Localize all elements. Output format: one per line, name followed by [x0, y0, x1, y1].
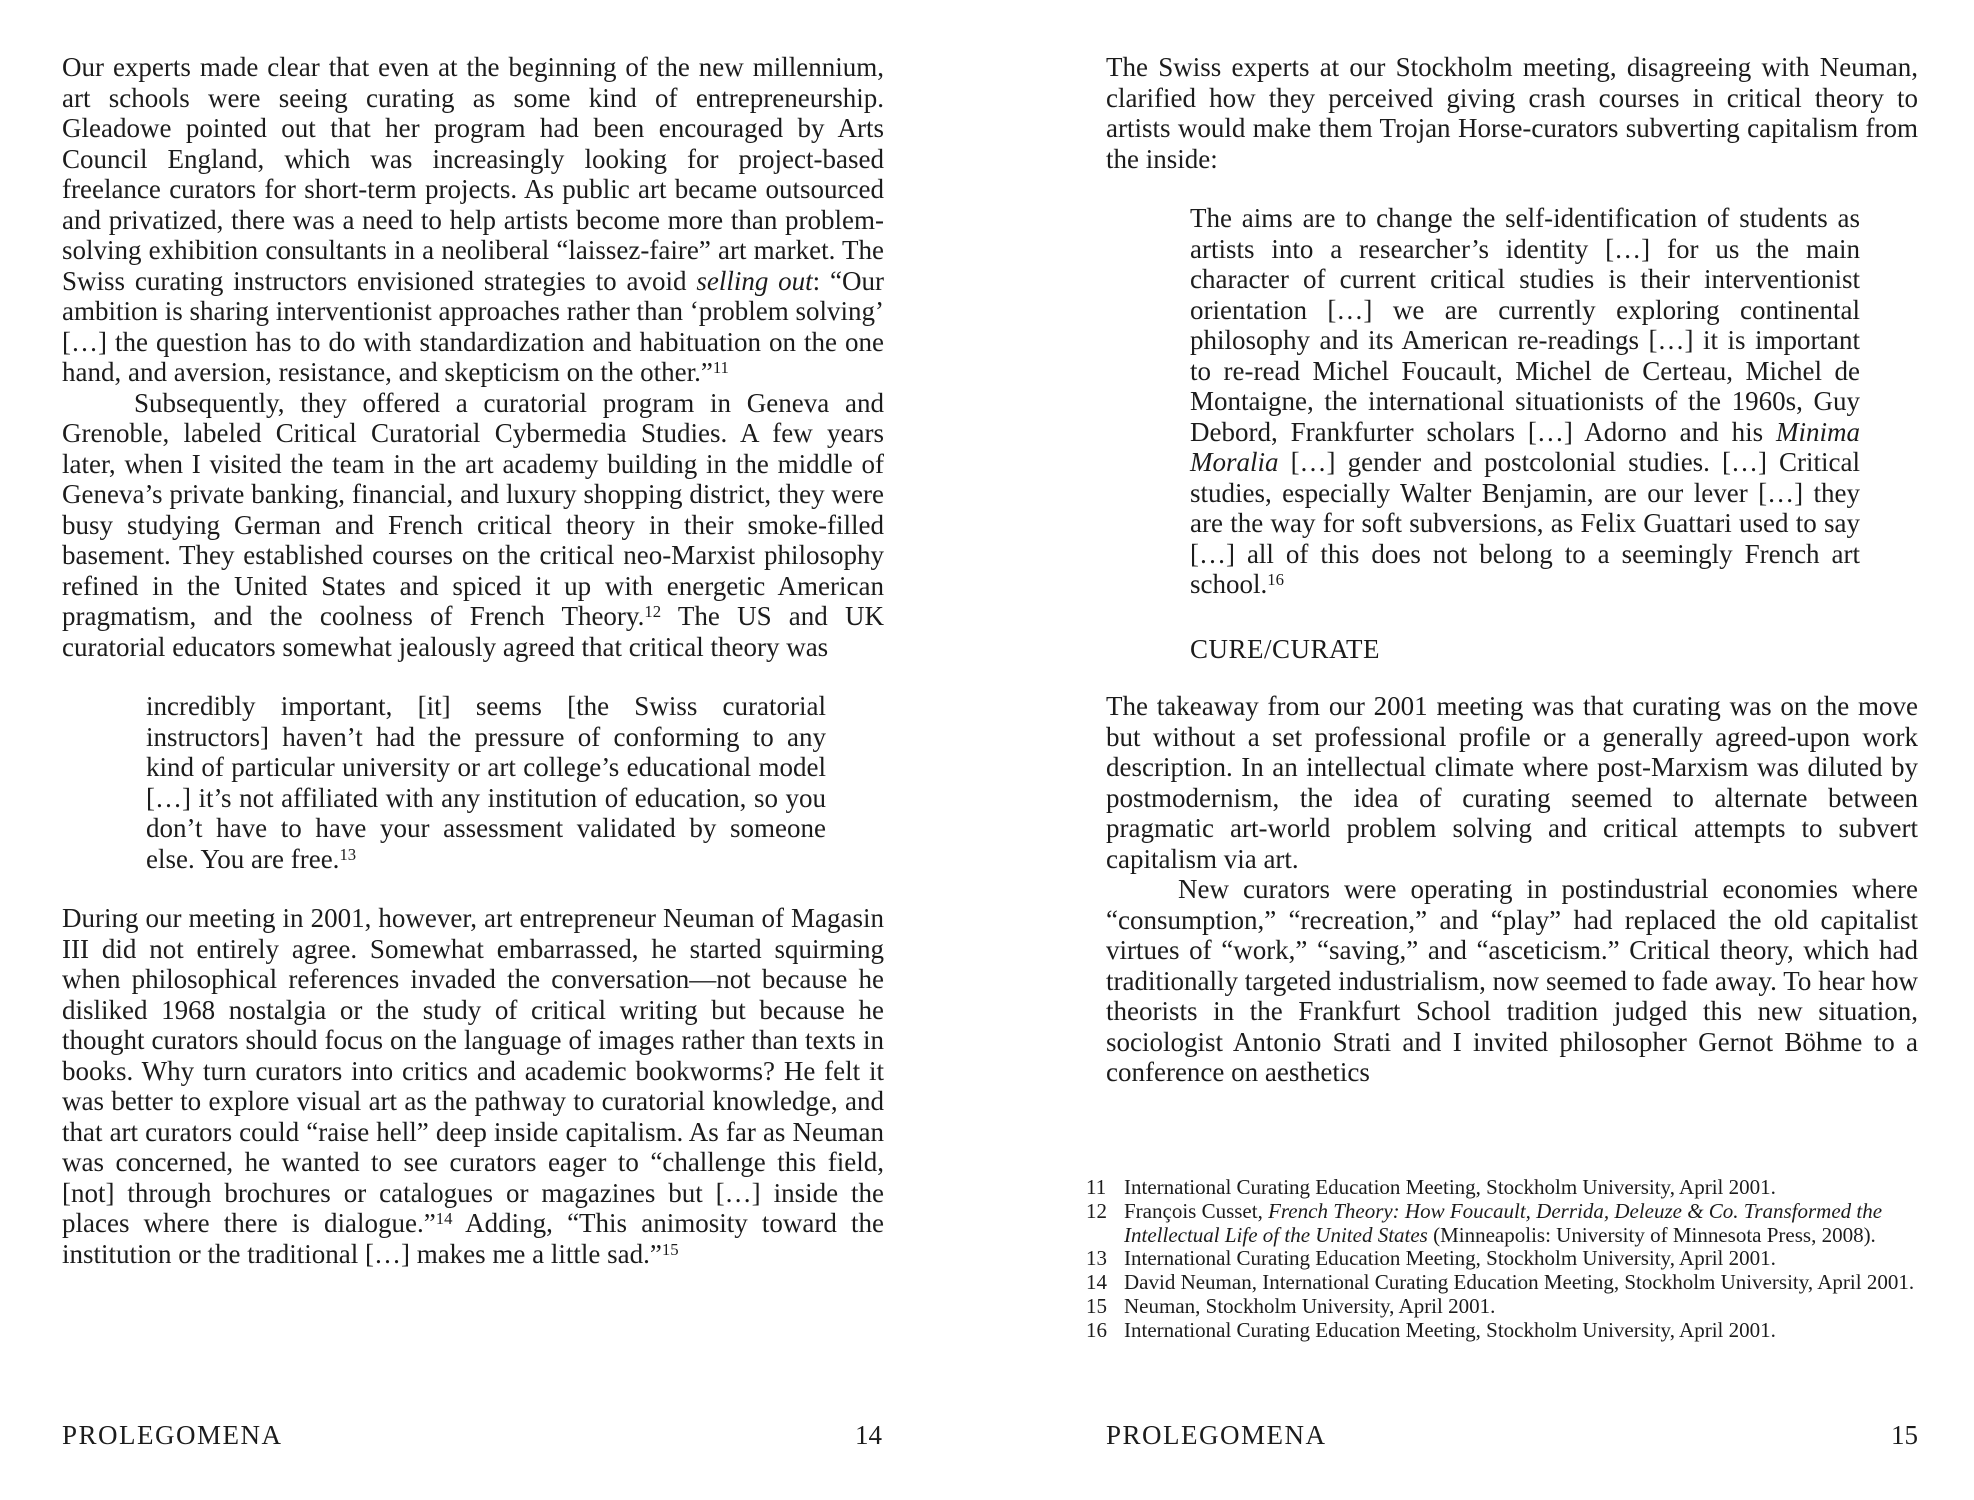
text-run: Adding, “This animosity toward the institution or the traditional […] makes me a little sad.” — [62, 1208, 885, 1269]
paragraph — [62, 52, 884, 388]
text-run: CURE/CURATE — [1190, 633, 1381, 664]
text-run: The US and UK curatorial educators somewhat jealously agreed that critical theory was — [62, 601, 885, 662]
footnote-reference: 11 — [712, 358, 729, 378]
paragraph — [1106, 874, 1918, 1088]
footnote-number: 14 — [1086, 1270, 1107, 1295]
text-run: François Cusset, — [1124, 1198, 1269, 1223]
footnote-text — [1124, 1271, 1926, 1295]
italic-text: Minima Moralia — [1190, 416, 1860, 477]
left-page-body — [62, 52, 884, 1269]
footnote-text — [1124, 1319, 1926, 1343]
footnote-text — [1124, 1247, 1926, 1271]
footnote-number: 12 — [1086, 1198, 1107, 1223]
footnote — [1086, 1176, 1926, 1200]
footnote-number: 13 — [1086, 1246, 1107, 1271]
text-run: incredibly important, [it] seems [the Swiss curatorial instructors] haven’t had the pressure of conforming to any kind of particular university or art college’s educational model […] it’s not affiliated with any institution of education, so you don’t have to have your assessment validated by someone else. You are free. — [146, 691, 826, 874]
footnote — [1086, 1247, 1926, 1271]
text-run: International Curating Education Meeting, Stockholm University, April 2001. — [1124, 1246, 1776, 1271]
text-run: Subsequently, they offered a curatorial program in Geneva and Grenoble, labeled Critical Curatorial Cybermedia Studies. A few years later, when I visited the team in the art academy building in the middle of Geneva’s private banking, financial, and luxury shopping district, they were busy studying German and French critical theory in their smoke-filled basement. They established courses on the critical neo-Marxist philosophy refined in the United States and spiced it up with energetic American pragmatism, and the coolness of French Theory. — [62, 387, 884, 631]
section-heading — [1190, 634, 1918, 665]
text-run: The Swiss experts at our Stockholm meeting, disagreeing with Neuman, clarified how they perceived giving crash courses in critical theory to artists would make them Trojan Horse-curators subverting capitalism from the inside: — [1106, 52, 1918, 174]
block-quote — [1190, 203, 1860, 600]
footnote-number: 15 — [1086, 1293, 1107, 1318]
page-number: 15 — [1891, 1420, 1918, 1450]
right-page-body — [1106, 52, 1918, 1088]
text-run: International Curating Education Meeting, Stockholm University, April 2001. — [1124, 1175, 1776, 1199]
running-head: PROLEGOMENA — [1106, 1420, 1327, 1450]
running-head: PROLEGOMENA — [62, 1420, 283, 1450]
text-run: David Neuman, International Curating Education Meeting, Stockholm University, April 2001. — [1124, 1270, 1915, 1295]
footnote-text — [1124, 1295, 1926, 1319]
text-run: Neuman, Stockholm University, April 2001. — [1124, 1293, 1496, 1318]
footnote — [1086, 1295, 1926, 1319]
paragraph — [1106, 691, 1918, 874]
text-run: (Minneapolis: University of Minnesota Press, 2008). — [1427, 1222, 1876, 1247]
page-number: 14 — [855, 1420, 882, 1450]
left-page-footer — [62, 1420, 882, 1451]
block-quote — [146, 691, 826, 874]
footnote — [1086, 1200, 1926, 1248]
footnote-number: 11 — [1086, 1175, 1107, 1199]
text-run: : “Our ambition is sharing interventionist approaches rather than ‘problem solving’ […] the question has to do with standardization and habituation on the one hand, and aversion, resistance, and skepticism on the other.” — [62, 265, 884, 387]
text-run: Our experts made clear that even at the beginning of the new millennium, art schools were seeing curating as some kind of entrepreneurship. Gleadowe pointed out that her program had been encouraged by Arts Council England, which was increasingly looking for project-based freelance curators for short-term projects. As public art became outsourced and privatized, there was a need to help artists become more than problem-solving exhibition consultants in a neoliberal “laissez-faire” art market. The Swiss curating instructors envisioned strategies to avoid — [62, 52, 884, 296]
footnote — [1086, 1271, 1926, 1295]
text-run: […] gender and postcolonial studies. […] Critical studies, especially Walter Benjamin, are our lever […] they are the way for soft subversions, as Felix Guattari used to say […] all of this does not belong to a seemingly French art school. — [1190, 447, 1860, 599]
footnote-text — [1124, 1176, 1926, 1200]
right-page-footer — [1106, 1420, 1918, 1451]
footnote-section — [1086, 1176, 1926, 1343]
text-run: During our meeting in 2001, however, art entrepreneur Neuman of Magasin III did not entirely agree. Somewhat embarrassed, he started squirming when philosophical references invaded the conversation—not because he disliked 1968 nostalgia or the study of critical writing but because he thought curators should focus on the language of images rather than texts in books. Why turn curators into critics and academic bookworms? He felt it was better to explore visual art as the pathway to curatorial knowledge, and that art curators could “raise hell” deep inside capitalism. As far as Neuman was concerned, he wanted to see curators eager to “challenge this field, [not] through brochures or catalogues or magazines but […] inside the places where there is dialogue.” — [62, 903, 884, 1238]
text-run: The takeaway from our 2001 meeting was that curating was on the move but without a set professional profile or a generally agreed-upon work description. In an intellectual climate where post-Marxism was diluted by postmodernism, the idea of curating seemed to alternate between pragmatic art-world problem solving and critical attempts to subvert capitalism via art. — [1106, 691, 1918, 874]
italic-text: selling out — [696, 265, 813, 296]
paragraph — [62, 903, 884, 1269]
paragraph — [62, 388, 884, 663]
footnote-reference: 14 — [435, 1209, 453, 1229]
footnote-number: 16 — [1086, 1317, 1107, 1342]
text-run: New curators were operating in postindustrial economies where “consumption,” “recreation,” and “play” had replaced the old capitalist virtues of “work,” “saving,” and “asceticism.” Critical theory, which had traditionally targeted industrialism, now seemed to fade away. To hear how theorists in the Frankfurt School tradition judged this new situation, sociologist Antonio Strati and I invited philosopher Gernot Böhme to a conference on aesthetics — [1106, 874, 1918, 1087]
text-run: The aims are to change the self-identification of students as artists into a researcher’s identity […] for us the main character of current critical studies is their interventionist orientation […] we are currently exploring continental philosophy and its American re-readings […] it is important to re-read Michel Foucault, Michel de Certeau, Michel de Montaigne, the international situationists of the 1960s, Guy Debord, Frankfurter scholars […] Adorno and his — [1190, 203, 1860, 447]
text-run: International Curating Education Meeting, Stockholm University, April 2001. — [1124, 1317, 1776, 1342]
footnote — [1086, 1319, 1926, 1343]
italic-text: French Theory: How Foucault, Derrida, Deleuze & Co. Transformed the Intellectual Life of the United States — [1124, 1198, 1883, 1247]
footnote-text — [1124, 1200, 1926, 1248]
paragraph — [1106, 52, 1918, 174]
footnote-reference: 15 — [661, 1239, 679, 1259]
footnote-reference: 12 — [644, 602, 662, 622]
footnote-reference: 13 — [339, 844, 357, 864]
footnote-reference: 16 — [1267, 570, 1284, 590]
